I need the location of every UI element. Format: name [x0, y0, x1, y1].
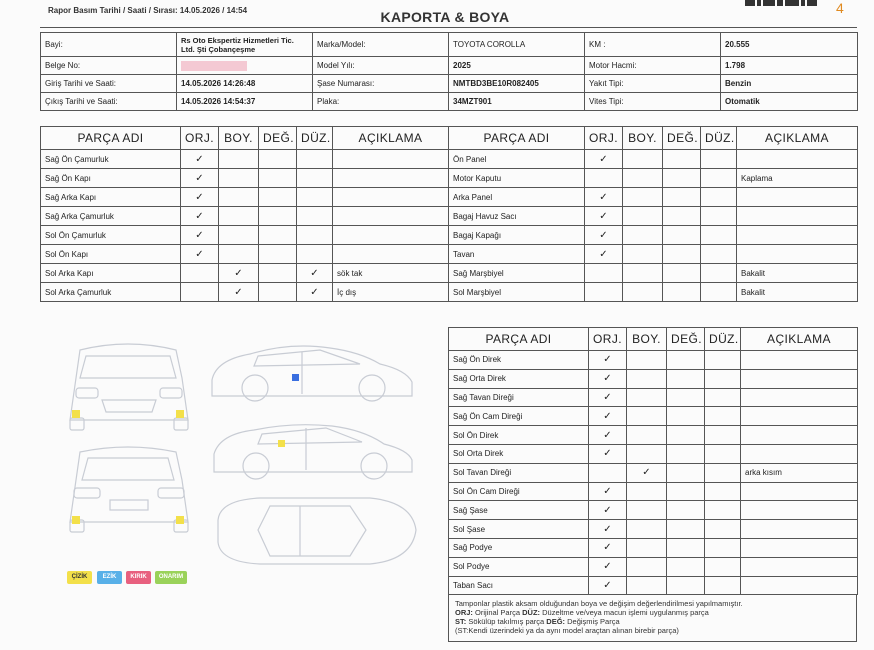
part-name-cell: Bagaj Havuz Sacı: [449, 207, 585, 226]
orj-check-cell: ✓: [181, 207, 219, 226]
column-header-deg: DEĞ.: [663, 127, 701, 150]
dealer-value: Rs Oto Ekspertiz Hizmetleri Tic. Ltd. Şti Çobançeşme: [177, 33, 313, 57]
duz-check-cell: [297, 150, 333, 169]
boy-check-cell: [219, 207, 259, 226]
note-orj-desc: Orijinal Parça: [472, 608, 523, 617]
description-cell: [741, 482, 858, 501]
duz-check-cell: [701, 188, 737, 207]
boy-check-cell: [219, 245, 259, 264]
description-cell: [737, 207, 858, 226]
duz-check-cell: [701, 226, 737, 245]
legend-repair: ONARIM: [155, 571, 187, 584]
exit-time-value: 14.05.2026 14:54:37: [177, 93, 313, 111]
table-row: [449, 576, 858, 595]
vehicle-info-table: [40, 32, 858, 111]
right-side-dent-mark: [292, 374, 299, 381]
deg-check-cell: [667, 388, 705, 407]
deg-check-cell: [663, 169, 701, 188]
plate-value: 34MZT901: [449, 93, 585, 111]
deg-check-cell: [667, 463, 705, 482]
car-right-side-icon: [212, 346, 412, 401]
boy-check-cell: [627, 388, 667, 407]
boy-check-cell: [627, 576, 667, 595]
deg-check-cell: [663, 264, 701, 283]
page-number: 4: [836, 0, 844, 16]
part-name-cell: Arka Panel: [449, 188, 585, 207]
column-header-boy: BOY.: [623, 127, 663, 150]
front-right-scratch-mark: [176, 410, 184, 418]
fuel-label: Yakıt Tipi:: [585, 75, 721, 93]
description-cell: [333, 188, 449, 207]
description-cell: [741, 576, 858, 595]
column-header-duz: DÜZ.: [705, 328, 741, 351]
deg-check-cell: [259, 169, 297, 188]
orj-check-cell: ✓: [585, 226, 623, 245]
description-cell: [737, 150, 858, 169]
table-row: [41, 226, 449, 245]
deg-check-cell: [259, 245, 297, 264]
plate-label: Plaka:: [313, 93, 449, 111]
description-cell: [741, 444, 858, 463]
part-name-cell: Sol Ön Cam Direği: [449, 482, 589, 501]
duz-check-cell: [297, 207, 333, 226]
note-line-3: [455, 617, 850, 626]
duz-check-cell: [705, 426, 741, 445]
description-cell: [737, 226, 858, 245]
column-header-part-name: PARÇA ADI: [41, 127, 181, 150]
legend-dent: EZİK: [97, 571, 122, 584]
rear-left-scratch-mark: [72, 516, 80, 524]
part-name-cell: Sağ Arka Kapı: [41, 188, 181, 207]
entry-time-label: Giriş Tarihi ve Saati:: [41, 75, 177, 93]
km-value: 20.555: [721, 33, 858, 57]
deg-check-cell: [667, 351, 705, 370]
note-orj-key: ORJ:: [455, 608, 473, 617]
note-line-1: Tamponlar plastik aksam olduğundan boya ve değişim değerlendirilmesi yapılmamıştır.: [455, 599, 743, 608]
chassis-value: NMTBD3BE10R082405: [449, 75, 585, 93]
part-name-cell: Sol Şase: [449, 520, 589, 539]
note-deg-desc: Değişmiş Parça: [565, 617, 620, 626]
orj-check-cell: ✓: [585, 188, 623, 207]
deg-check-cell: [259, 150, 297, 169]
table-row: [449, 501, 858, 520]
boy-check-cell: [627, 538, 667, 557]
boy-check-cell: [623, 169, 663, 188]
duz-check-cell: [705, 463, 741, 482]
left-side-scratch-mark: [278, 440, 285, 447]
table-row: [449, 444, 858, 463]
duz-check-cell: [705, 351, 741, 370]
column-header-orj: ORJ.: [589, 328, 627, 351]
description-cell: [741, 369, 858, 388]
duz-check-cell: [701, 169, 737, 188]
column-header-deg: DEĞ.: [667, 328, 705, 351]
duz-check-cell: [701, 245, 737, 264]
boy-check-cell: [219, 150, 259, 169]
boy-check-cell: ✓: [219, 264, 259, 283]
description-cell: [741, 557, 858, 576]
deg-check-cell: [667, 444, 705, 463]
dealer-label: Bayi:: [41, 33, 177, 57]
table-row: [41, 245, 449, 264]
column-header-orj: ORJ.: [585, 127, 623, 150]
table-row: [449, 369, 858, 388]
part-name-cell: Taban Sacı: [449, 576, 589, 595]
column-header-part-name: PARÇA ADI: [449, 127, 585, 150]
boy-check-cell: [623, 207, 663, 226]
table-row: [41, 207, 449, 226]
table-row: [449, 426, 858, 445]
description-cell: sök tak: [333, 264, 449, 283]
table-row: [449, 388, 858, 407]
description-cell: [333, 150, 449, 169]
car-top-view-icon: [218, 498, 416, 564]
orj-check-cell: ✓: [181, 226, 219, 245]
column-header-description: AÇIKLAMA: [333, 127, 449, 150]
model-year-label: Model Yılı:: [313, 57, 449, 75]
description-cell: [741, 407, 858, 426]
deg-check-cell: [259, 264, 297, 283]
table-row: [449, 520, 858, 539]
part-name-cell: Sağ Ön Çamurluk: [41, 150, 181, 169]
part-name-cell: Sol Arka Kapı: [41, 264, 181, 283]
part-name-cell: Ön Panel: [449, 150, 585, 169]
note-st-desc: Sökülüp takılmış parça: [466, 617, 547, 626]
boy-check-cell: [623, 150, 663, 169]
table-row: [449, 264, 858, 283]
orj-check-cell: ✓: [589, 369, 627, 388]
duz-check-cell: [705, 520, 741, 539]
description-cell: [333, 169, 449, 188]
part-name-cell: Sağ Şase: [449, 501, 589, 520]
deg-check-cell: [667, 501, 705, 520]
orj-check-cell: ✓: [589, 482, 627, 501]
deg-check-cell: [667, 369, 705, 388]
boy-check-cell: [219, 226, 259, 245]
deg-check-cell: [663, 283, 701, 302]
boy-check-cell: [627, 369, 667, 388]
car-left-side-icon: [214, 425, 412, 479]
part-name-cell: Motor Kaputu: [449, 169, 585, 188]
duz-check-cell: [701, 207, 737, 226]
duz-check-cell: [705, 576, 741, 595]
table-row: [449, 482, 858, 501]
deg-check-cell: [663, 245, 701, 264]
orj-check-cell: ✓: [589, 444, 627, 463]
column-header-part-name: PARÇA ADI: [449, 328, 589, 351]
deg-check-cell: [667, 520, 705, 539]
table-row: [449, 351, 858, 370]
legend-note: [448, 594, 857, 642]
table-row: [41, 188, 449, 207]
description-cell: İç dış: [333, 283, 449, 302]
description-cell: Kaplama: [737, 169, 858, 188]
redacted-block: [181, 61, 247, 71]
description-cell: Bakalit: [737, 283, 858, 302]
brand-label: Marka/Model:: [313, 33, 449, 57]
orj-check-cell: ✓: [589, 407, 627, 426]
gear-label: Vites Tipi:: [585, 93, 721, 111]
orj-check-cell: ✓: [589, 520, 627, 539]
description-cell: [741, 538, 858, 557]
part-name-cell: Sağ Marşbiyel: [449, 264, 585, 283]
duz-check-cell: [297, 245, 333, 264]
part-name-cell: Sol Podye: [449, 557, 589, 576]
part-name-cell: Sol Ön Direk: [449, 426, 589, 445]
deg-check-cell: [663, 226, 701, 245]
duz-check-cell: [705, 538, 741, 557]
description-cell: arka kısım: [741, 463, 858, 482]
orj-check-cell: ✓: [585, 150, 623, 169]
duz-check-cell: [705, 407, 741, 426]
duz-check-cell: [701, 150, 737, 169]
part-name-cell: Sağ Orta Direk: [449, 369, 589, 388]
orj-check-cell: ✓: [589, 538, 627, 557]
document-no-label: Belge No:: [41, 57, 177, 75]
table-row: [449, 169, 858, 188]
part-name-cell: Sağ Tavan Direği: [449, 388, 589, 407]
duz-check-cell: [705, 388, 741, 407]
deg-check-cell: [667, 407, 705, 426]
orj-check-cell: ✓: [589, 501, 627, 520]
table-row: [449, 207, 858, 226]
orj-check-cell: [181, 283, 219, 302]
table-row: [449, 407, 858, 426]
note-deg-key: DEĞ:: [546, 617, 566, 626]
duz-check-cell: ✓: [297, 264, 333, 283]
orj-check-cell: ✓: [589, 557, 627, 576]
boy-check-cell: ✓: [627, 463, 667, 482]
orj-check-cell: ✓: [181, 169, 219, 188]
orj-check-cell: [589, 463, 627, 482]
part-name-cell: Sol Orta Direk: [449, 444, 589, 463]
note-duz-key: DÜZ:: [522, 608, 541, 617]
rear-right-scratch-mark: [176, 516, 184, 524]
engine-value: 1.798: [721, 57, 858, 75]
deg-check-cell: [663, 188, 701, 207]
table-row: [449, 150, 858, 169]
table-row: [41, 150, 449, 169]
orj-check-cell: ✓: [589, 576, 627, 595]
deg-check-cell: [663, 150, 701, 169]
table-row: [449, 226, 858, 245]
boy-check-cell: [219, 188, 259, 207]
description-cell: [741, 388, 858, 407]
orj-check-cell: [585, 283, 623, 302]
car-rear-view-icon: [70, 447, 188, 532]
description-cell: [333, 245, 449, 264]
orj-check-cell: ✓: [589, 351, 627, 370]
table-row: [41, 283, 449, 302]
duz-check-cell: [297, 188, 333, 207]
km-label: KM :: [585, 33, 721, 57]
legend-broken: KIRIK: [126, 571, 151, 584]
table-row: [41, 169, 449, 188]
orj-check-cell: ✓: [181, 150, 219, 169]
duz-check-cell: [701, 264, 737, 283]
part-name-cell: Sağ Ön Direk: [449, 351, 589, 370]
orj-check-cell: [585, 264, 623, 283]
note-line-4: (ST:Kendi üzerindeki ya da aynı model araçtan alınan birebir parça): [455, 626, 679, 635]
car-damage-diagram: [40, 330, 440, 590]
note-st-key: ST:: [455, 617, 467, 626]
duz-check-cell: [705, 369, 741, 388]
table-row: [449, 557, 858, 576]
boy-check-cell: ✓: [219, 283, 259, 302]
deg-check-cell: [663, 207, 701, 226]
deg-check-cell: [667, 426, 705, 445]
boy-check-cell: [627, 407, 667, 426]
deg-check-cell: [259, 226, 297, 245]
note-line-2: [455, 608, 850, 617]
column-header-boy: BOY.: [219, 127, 259, 150]
duz-check-cell: [297, 169, 333, 188]
orj-check-cell: [181, 264, 219, 283]
fuel-value: Benzin: [721, 75, 858, 93]
orj-check-cell: ✓: [181, 245, 219, 264]
table-row: [449, 538, 858, 557]
boy-check-cell: [627, 557, 667, 576]
deg-check-cell: [259, 283, 297, 302]
entry-time-value: 14.05.2026 14:26:48: [177, 75, 313, 93]
structure-parts-table: [448, 327, 858, 595]
orj-check-cell: [585, 169, 623, 188]
duz-check-cell: [297, 226, 333, 245]
deg-check-cell: [259, 207, 297, 226]
body-parts-table-right: [448, 126, 858, 302]
boy-check-cell: [627, 444, 667, 463]
part-name-cell: Sağ Arka Çamurluk: [41, 207, 181, 226]
gear-value: Otomatik: [721, 93, 858, 111]
report-print-info: Rapor Basım Tarihi / Saati / Sırası: 14.05.2026 / 14:54: [48, 6, 248, 15]
orj-check-cell: ✓: [589, 388, 627, 407]
description-cell: [741, 351, 858, 370]
header-divider: [40, 27, 857, 28]
page-title: KAPORTA & BOYA: [380, 9, 510, 25]
description-cell: Bakalit: [737, 264, 858, 283]
part-name-cell: Sol Ön Kapı: [41, 245, 181, 264]
table-row: [449, 463, 858, 482]
part-name-cell: Bagaj Kapağı: [449, 226, 585, 245]
part-name-cell: Sağ Podye: [449, 538, 589, 557]
description-cell: [333, 226, 449, 245]
column-header-description: AÇIKLAMA: [737, 127, 858, 150]
column-header-duz: DÜZ.: [297, 127, 333, 150]
brand-value: TOYOTA COROLLA: [449, 33, 585, 57]
barcode-image: [745, 0, 825, 8]
description-cell: [737, 245, 858, 264]
table-row: [41, 264, 449, 283]
part-name-cell: Sağ Ön Kapı: [41, 169, 181, 188]
deg-check-cell: [667, 576, 705, 595]
column-header-orj: ORJ.: [181, 127, 219, 150]
boy-check-cell: [623, 188, 663, 207]
duz-check-cell: [705, 501, 741, 520]
document-no-value: [177, 57, 313, 75]
part-name-cell: Sol Arka Çamurluk: [41, 283, 181, 302]
part-name-cell: Sol Ön Çamurluk: [41, 226, 181, 245]
boy-check-cell: [627, 520, 667, 539]
boy-check-cell: [627, 426, 667, 445]
description-cell: [741, 501, 858, 520]
boy-check-cell: [219, 169, 259, 188]
model-year-value: 2025: [449, 57, 585, 75]
boy-check-cell: [627, 501, 667, 520]
orj-check-cell: ✓: [585, 207, 623, 226]
car-front-view-icon: [70, 344, 188, 430]
engine-label: Motor Hacmi:: [585, 57, 721, 75]
description-cell: [741, 520, 858, 539]
deg-check-cell: [667, 557, 705, 576]
part-name-cell: Sol Tavan Direği: [449, 463, 589, 482]
chassis-label: Şase Numarası:: [313, 75, 449, 93]
boy-check-cell: [623, 283, 663, 302]
duz-check-cell: [705, 482, 741, 501]
column-header-boy: BOY.: [627, 328, 667, 351]
deg-check-cell: [259, 188, 297, 207]
duz-check-cell: [705, 444, 741, 463]
boy-check-cell: [623, 264, 663, 283]
orj-check-cell: ✓: [589, 426, 627, 445]
orj-check-cell: ✓: [181, 188, 219, 207]
part-name-cell: Sol Marşbiyel: [449, 283, 585, 302]
orj-check-cell: ✓: [585, 245, 623, 264]
deg-check-cell: [667, 482, 705, 501]
legend-scratch: ÇİZİK: [67, 571, 92, 584]
description-cell: [741, 426, 858, 445]
duz-check-cell: ✓: [297, 283, 333, 302]
boy-check-cell: [623, 245, 663, 264]
front-left-scratch-mark: [72, 410, 80, 418]
boy-check-cell: [623, 226, 663, 245]
body-parts-table-left: [40, 126, 449, 302]
column-header-deg: DEĞ.: [259, 127, 297, 150]
part-name-cell: Tavan: [449, 245, 585, 264]
column-header-duz: DÜZ.: [701, 127, 737, 150]
note-duz-desc: Düzeltme ve/veya macun işlemi uygulanmış parça: [540, 608, 709, 617]
deg-check-cell: [667, 538, 705, 557]
boy-check-cell: [627, 351, 667, 370]
duz-check-cell: [705, 557, 741, 576]
description-cell: [333, 207, 449, 226]
description-cell: [737, 188, 858, 207]
duz-check-cell: [701, 283, 737, 302]
table-row: [449, 245, 858, 264]
table-row: [449, 283, 858, 302]
column-header-description: AÇIKLAMA: [741, 328, 858, 351]
table-row: [449, 188, 858, 207]
part-name-cell: Sağ Ön Cam Direği: [449, 407, 589, 426]
exit-time-label: Çıkış Tarihi ve Saati:: [41, 93, 177, 111]
boy-check-cell: [627, 482, 667, 501]
